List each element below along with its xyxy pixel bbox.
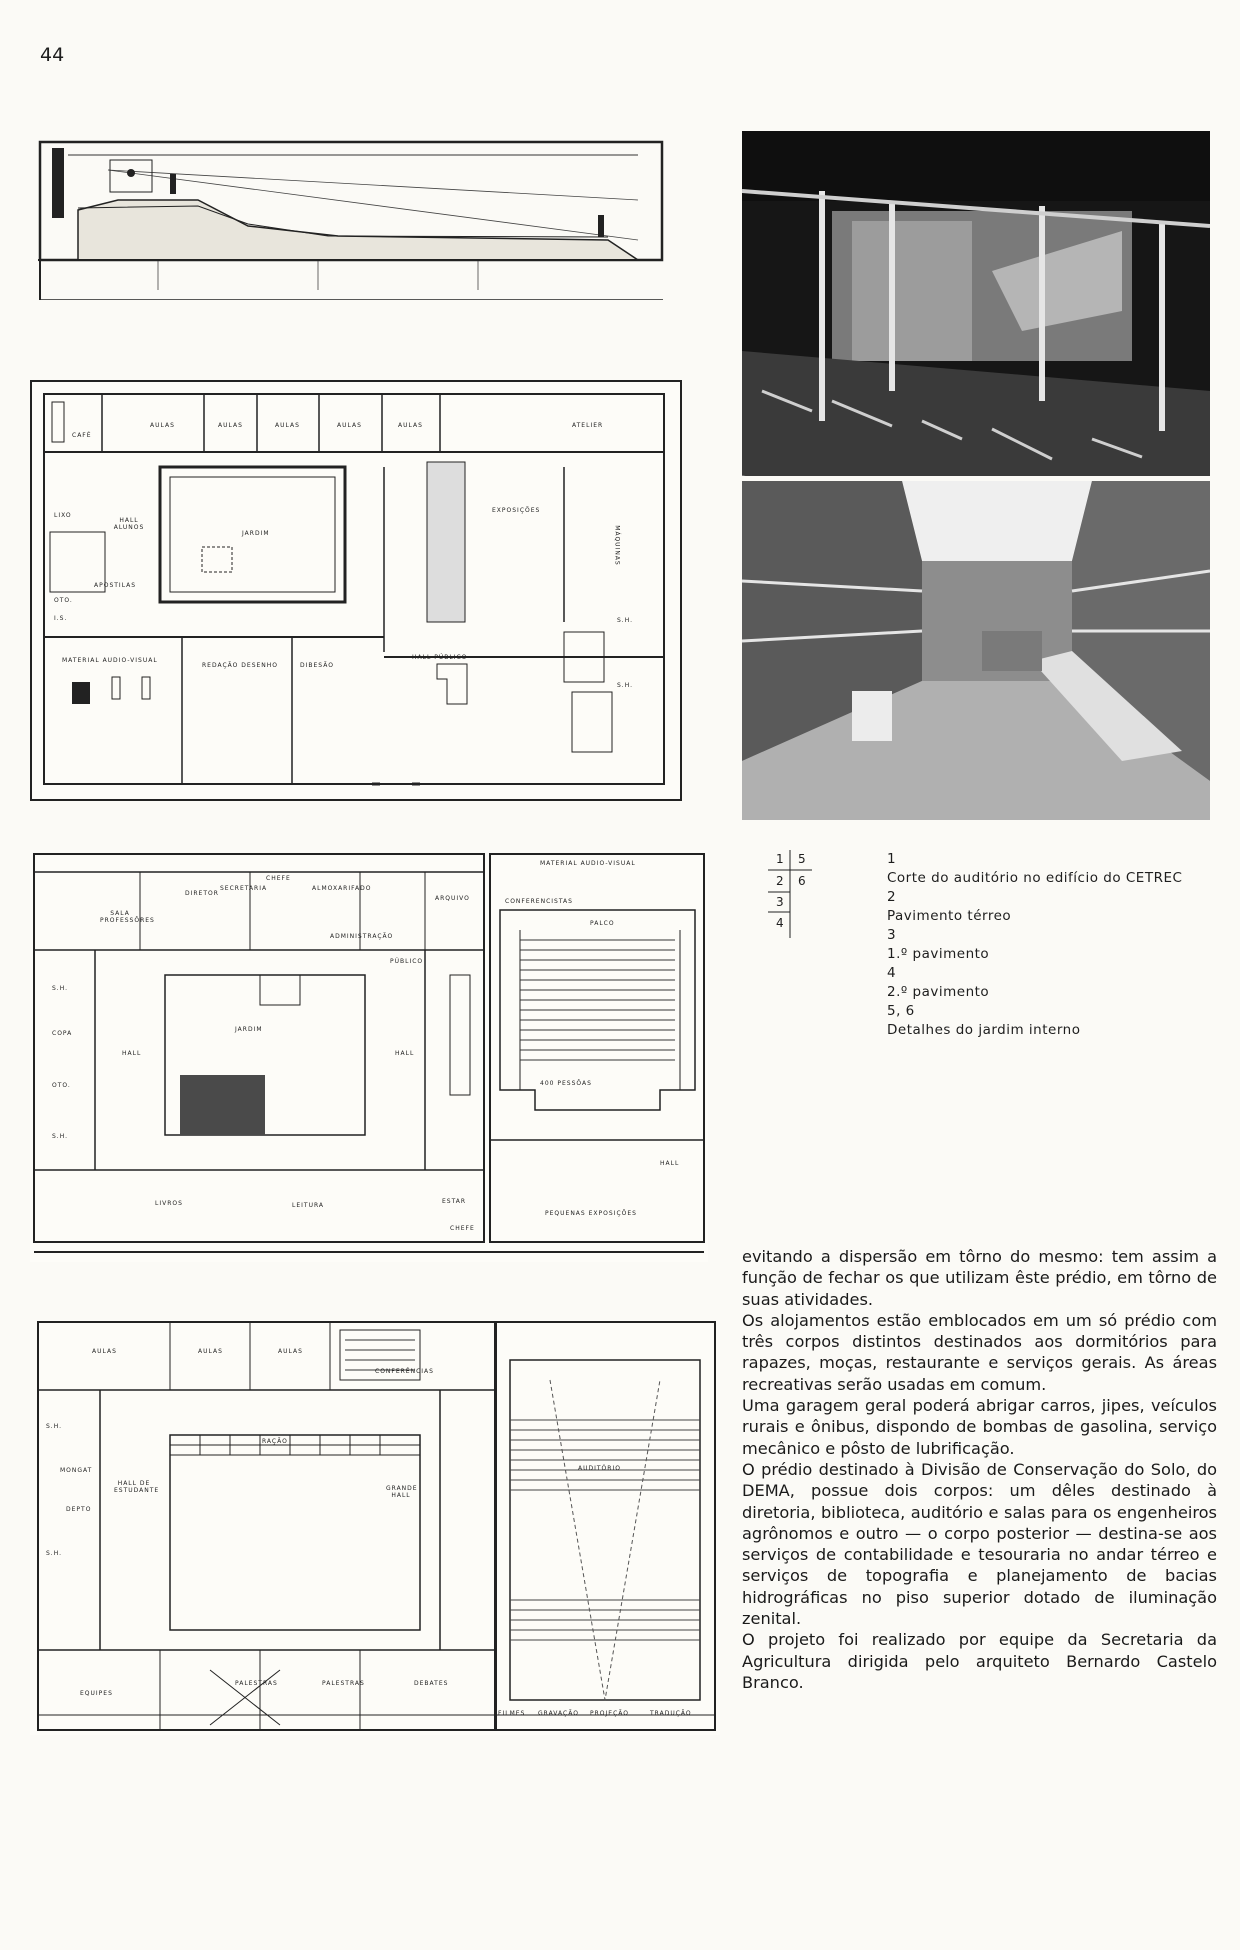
- room-label: DEBATES: [414, 1680, 449, 1687]
- caption-number: 5, 6: [887, 1003, 915, 1019]
- key-cell: 1: [776, 852, 784, 866]
- room-label: S.H.: [617, 682, 634, 689]
- room-label: S.H.: [617, 617, 634, 624]
- room-label: I.S.: [54, 615, 68, 622]
- room-label: PALCO: [590, 920, 615, 927]
- room-label: AULAS: [218, 422, 243, 429]
- room-label: TRADUÇÃO: [650, 1710, 692, 1717]
- room-label: HALL DE ESTUDANTE: [114, 1480, 160, 1494]
- room-label: ESTAR: [442, 1198, 467, 1205]
- key-cell: 3: [776, 895, 784, 909]
- room-label: GRAVAÇÃO: [538, 1710, 579, 1717]
- figure-key: [760, 850, 820, 938]
- page-number: 44: [40, 44, 65, 66]
- ground-floor-plan: [30, 380, 682, 801]
- room-label: DIRETOR: [185, 890, 219, 897]
- room-label: REDAÇÃO DESENHO: [202, 662, 279, 669]
- room-label: LEITURA: [292, 1202, 324, 1209]
- room-label: AULAS: [398, 422, 423, 429]
- room-label: RAÇÃO: [262, 1438, 288, 1445]
- room-label: HALL: [660, 1160, 680, 1167]
- room-label: S.H.: [52, 1133, 69, 1140]
- room-label: HALL: [122, 1050, 142, 1057]
- caption-number: 1: [887, 851, 897, 867]
- room-label: PALESTRAS: [322, 1680, 365, 1687]
- room-label: SECRETARIA: [220, 885, 268, 892]
- auditorium-seating: [520, 930, 675, 1080]
- room-label: MATERIAL AUDIO-VISUAL: [62, 657, 158, 664]
- room-label: LIVROS: [155, 1200, 183, 1207]
- second-floor-plan: [30, 1320, 720, 1735]
- room-label: HALL ALUNOS: [113, 517, 145, 531]
- room-label: OTO.: [54, 597, 73, 604]
- room-label: JARDIM: [242, 530, 270, 537]
- room-label: EQUIPES: [80, 1690, 113, 1697]
- room-label: AULAS: [92, 1348, 117, 1355]
- room-label: ALMOXARIFADO: [312, 885, 372, 892]
- room-label: DIBESÃO: [300, 662, 334, 669]
- room-label: CONFERENCISTAS: [505, 898, 573, 905]
- room-label: CAFÉ: [72, 432, 92, 439]
- room-label: ADMINISTRAÇÃO: [330, 933, 394, 940]
- caption-number: 2: [887, 889, 897, 905]
- room-label: CONFERÊNCIAS: [375, 1368, 434, 1375]
- room-label: JARDIM: [235, 1026, 263, 1033]
- room-label: CHEFE: [450, 1225, 475, 1232]
- auditorium-section-drawing: [38, 140, 668, 300]
- room-label: PALESTRAS: [235, 1680, 278, 1687]
- room-label: SALA PROFESSÔRES: [100, 910, 155, 924]
- room-label: LIXO: [54, 512, 72, 519]
- room-label: PÚBLICO: [390, 958, 424, 965]
- interior-garden-photo-2: [742, 481, 1210, 820]
- body-paragraph: O projeto foi realizado por equipe da Secretaria da Agricultura dirigida pelo arquiteto Bernardo Castelo Branco.: [742, 1630, 1217, 1692]
- room-label: ATELIER: [572, 422, 604, 429]
- caption-text: Detalhes do jardim interno: [887, 1022, 1081, 1038]
- room-label: S.H.: [52, 985, 69, 992]
- room-label: AULAS: [275, 422, 300, 429]
- room-label: CHEFE: [266, 875, 291, 882]
- room-label: AULAS: [150, 422, 175, 429]
- room-label: MATERIAL AUDIO-VISUAL: [540, 860, 636, 867]
- room-label: PEQUENAS EXPOSIÇÕES: [545, 1210, 637, 1217]
- body-paragraph: O prédio destinado à Divisão de Conservação do Solo, do DEMA, possue dois corpos: um dêles destinado à diretoria, biblioteca, auditório e salas para os engenheiros agrônomos e outro — o corpo posterior — destina-se aos serviços de contabilidade e tesouraria no andar térreo e serviços de topografia e planejamento de bacias hidrográficas no piso superior dotado de iluminação zenital.: [742, 1459, 1217, 1629]
- room-label: AULAS: [278, 1348, 303, 1355]
- caption-number: 4: [887, 965, 897, 981]
- caption-number: 3: [887, 927, 897, 943]
- room-label: AUDITÓRIO: [578, 1465, 621, 1472]
- body-paragraph: Os alojamentos estão emblocados em um só prédio com três corpos distintos destinados aos dormitórios para rapazes, moças, restaurante e serviços gerais. As áreas recreativas serão usadas em comum.: [742, 1310, 1217, 1394]
- room-label: 400 PESSÔAS: [540, 1080, 592, 1087]
- room-label: PROJEÇÃO: [590, 1710, 629, 1717]
- figure-captions: [887, 850, 1217, 1040]
- interior-garden-photo-1: [742, 131, 1210, 476]
- key-cell: 4: [776, 916, 784, 930]
- room-label: HALL PÚBLICO: [412, 654, 468, 661]
- room-label: GRANDE HALL: [386, 1485, 418, 1499]
- room-label: APOSTILAS: [94, 582, 137, 589]
- caption-text: Corte do auditório no edifício do CETREC: [887, 870, 1183, 886]
- key-cell: 2: [776, 874, 784, 888]
- room-label: EXPOSIÇÕES: [492, 507, 541, 514]
- room-label: COPA: [52, 1030, 73, 1037]
- caption-text: 1.º pavimento: [887, 946, 990, 962]
- room-label: MONGAT: [60, 1467, 93, 1474]
- key-cell: 6: [798, 874, 806, 888]
- room-label: AULAS: [337, 422, 362, 429]
- room-label: ARQUIVO: [435, 895, 470, 902]
- article-body: [742, 1246, 1217, 1693]
- room-label: FILMES: [498, 1710, 526, 1717]
- room-label: S.H.: [46, 1423, 63, 1430]
- key-cell: 5: [798, 852, 806, 866]
- caption-text: Pavimento térreo: [887, 908, 1012, 924]
- room-label: OTO.: [52, 1082, 71, 1089]
- room-label: AULAS: [198, 1348, 223, 1355]
- body-paragraph: Uma garagem geral poderá abrigar carros, jipes, veículos rurais e ônibus, dispondo de bombas de gasolina, serviço mecânico e pôsto de lubrificação.: [742, 1396, 1217, 1458]
- room-label: HALL: [395, 1050, 415, 1057]
- body-paragraph: evitando a dispersão em tôrno do mesmo: tem assim a função de fechar os que utilizam êste prédio, em tôrno de suas atividades.: [742, 1247, 1217, 1309]
- room-label: MÁQUINAS: [613, 525, 621, 566]
- caption-text: 2.º pavimento: [887, 984, 990, 1000]
- room-label: DEPTO: [66, 1506, 92, 1513]
- room-label: S.H.: [46, 1550, 63, 1557]
